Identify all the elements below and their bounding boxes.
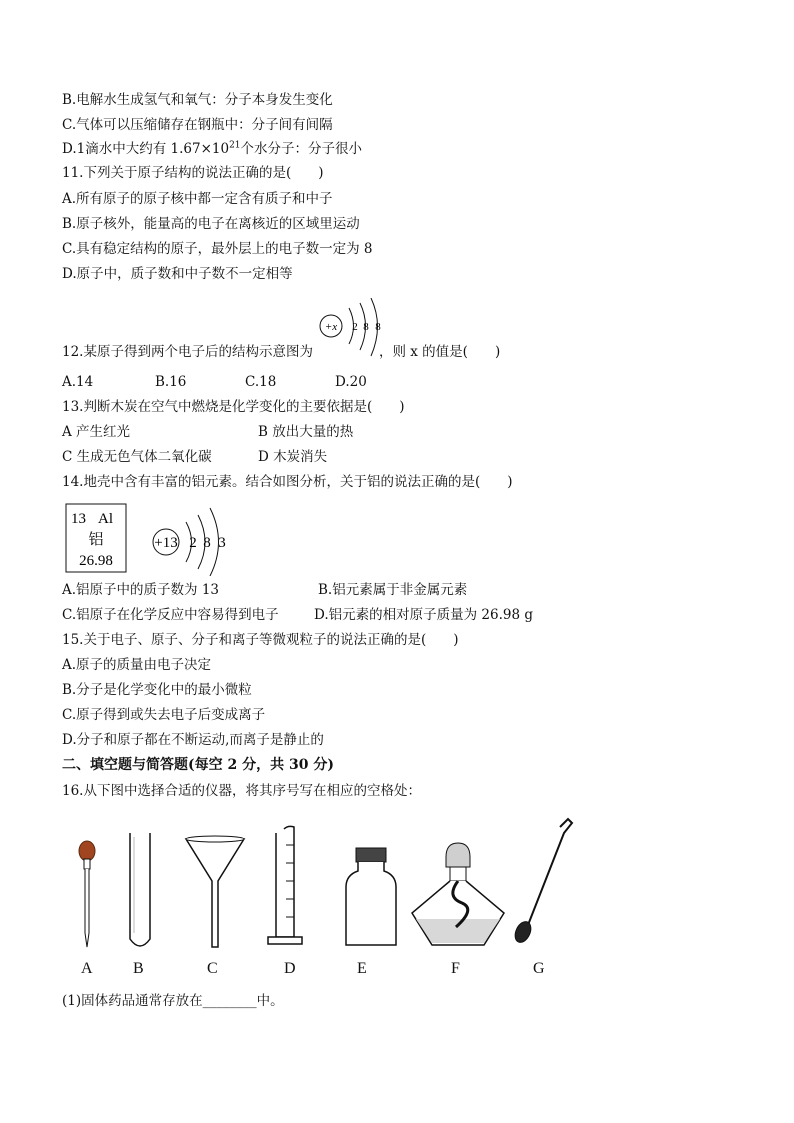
q15-option-c: C.原子得到或失去电子后变成离子 (62, 707, 266, 723)
alcohol-lamp-icon (412, 843, 504, 945)
apparatus-label-g: G (533, 960, 545, 977)
q16-sub-question-1: (1)固体药品通常存放在________中。 (62, 993, 284, 1009)
q10-option-c: C.气体可以压缩储存在钢瓶中：分子间有间隔 (62, 117, 333, 133)
q14-option-a: A.铝原子中的质子数为 13 (62, 582, 220, 598)
q12-shell-count-3: 8 (375, 321, 381, 333)
q14-option-c: C.铝原子在化学反应中容易得到电子 (62, 607, 279, 623)
q15-option-d: D.分子和原子都在不断运动,而离子是静止的 (62, 732, 324, 748)
q12-option-a: A.14 (62, 374, 94, 390)
q12-shell-count-2: 8 (363, 321, 369, 333)
apparatus-label-d: D (284, 960, 296, 977)
q14-shell-count-1: 2 (189, 535, 197, 551)
q11-option-d: D.原子中，质子数和中子数不一定相等 (62, 266, 293, 282)
q14-aluminum-figure (60, 502, 235, 576)
test-tube-icon (130, 833, 150, 946)
q13-option-d: D 木炭消失 (258, 449, 328, 465)
q14-option-b: B.铝元素属于非金属元素 (318, 582, 468, 598)
q14-atomic-number: 13 (71, 511, 86, 527)
apparatus-label-b: B (133, 960, 144, 977)
q14-shell-count-2: 8 (203, 535, 211, 551)
q15-option-b: B.分子是化学变化中的最小微粒 (62, 682, 252, 698)
q14-atomic-mass: 26.98 (79, 553, 113, 569)
apparatus-label-a: A (81, 960, 93, 977)
q10-option-b: B.电解水生成氢气和氧气：分子本身发生变化 (62, 92, 333, 108)
q12-option-b: B.16 (155, 374, 187, 390)
q14-option-d: D.铝元素的相对原子质量为 26.98 g (314, 607, 534, 623)
q13-option-a: A 产生红光 (62, 424, 131, 440)
q11-option-a: A.所有原子的原子核中都一定含有质子和中子 (62, 191, 333, 207)
q16-apparatus-figure (60, 815, 590, 955)
q11-option-c: C.具有稳定结构的原子，最外层上的电子数一定为 8 (62, 241, 373, 257)
q12-nucleus-label: +x (324, 321, 338, 333)
q12-stem: 12.某原子得到两个电子后的结构示意图为 ，则 x 的值是( ) (62, 344, 501, 360)
graduated-cylinder-icon (268, 826, 302, 944)
q15-stem: 15.关于电子、原子、分子和离子等微观粒子的说法正确的是( ) (62, 632, 459, 648)
apparatus-label-f: F (451, 960, 460, 977)
q12-atom-structure-diagram (316, 298, 396, 360)
q15-option-a: A.原子的质量由电子决定 (62, 657, 212, 673)
q14-element-name: 铝 (88, 530, 104, 548)
q11-option-b: B.原子核外，能量高的电子在离核近的区域里运动 (62, 216, 360, 232)
q12-option-c: C.18 (245, 374, 277, 390)
q14-stem: 14.地壳中含有丰富的铝元素。结合如图分析，关于铝的说法正确的是( ) (62, 474, 513, 490)
q13-option-c: C 生成无色气体二氧化碳 (62, 449, 212, 465)
funnel-icon (186, 836, 244, 947)
q14-shell-count-3: 3 (218, 535, 226, 551)
apparatus-label-e: E (357, 960, 367, 977)
q13-stem: 13.判断木炭在空气中燃烧是化学变化的主要依据是( ) (62, 399, 405, 415)
section-2-heading: 二、填空题与简答题(每空 2 分，共 30 分) (62, 757, 334, 773)
apparatus-label-c: C (207, 960, 218, 977)
dropper-icon (79, 841, 95, 947)
q12-shell-count-1: 2 (352, 321, 358, 333)
q16-stem: 16.从下图中选择合适的仪器，将其序号写在相应的空格处： (62, 783, 421, 799)
q11-stem: 11.下列关于原子结构的说法正确的是( ) (62, 165, 324, 181)
q14-element-symbol: Al (98, 511, 113, 527)
q12-option-d: D.20 (335, 374, 367, 390)
q14-shell-arc-3 (210, 508, 219, 576)
wide-mouth-bottle-icon (346, 848, 396, 945)
q10-option-d: D.1滴水中大约有 $1.67\times 10^{21}$个水分子：分子很小 (62, 140, 363, 157)
medicine-spoon-icon (512, 819, 572, 945)
q14-nucleus-label: +13 (154, 535, 178, 551)
q13-option-b: B 放出大量的热 (258, 424, 354, 440)
